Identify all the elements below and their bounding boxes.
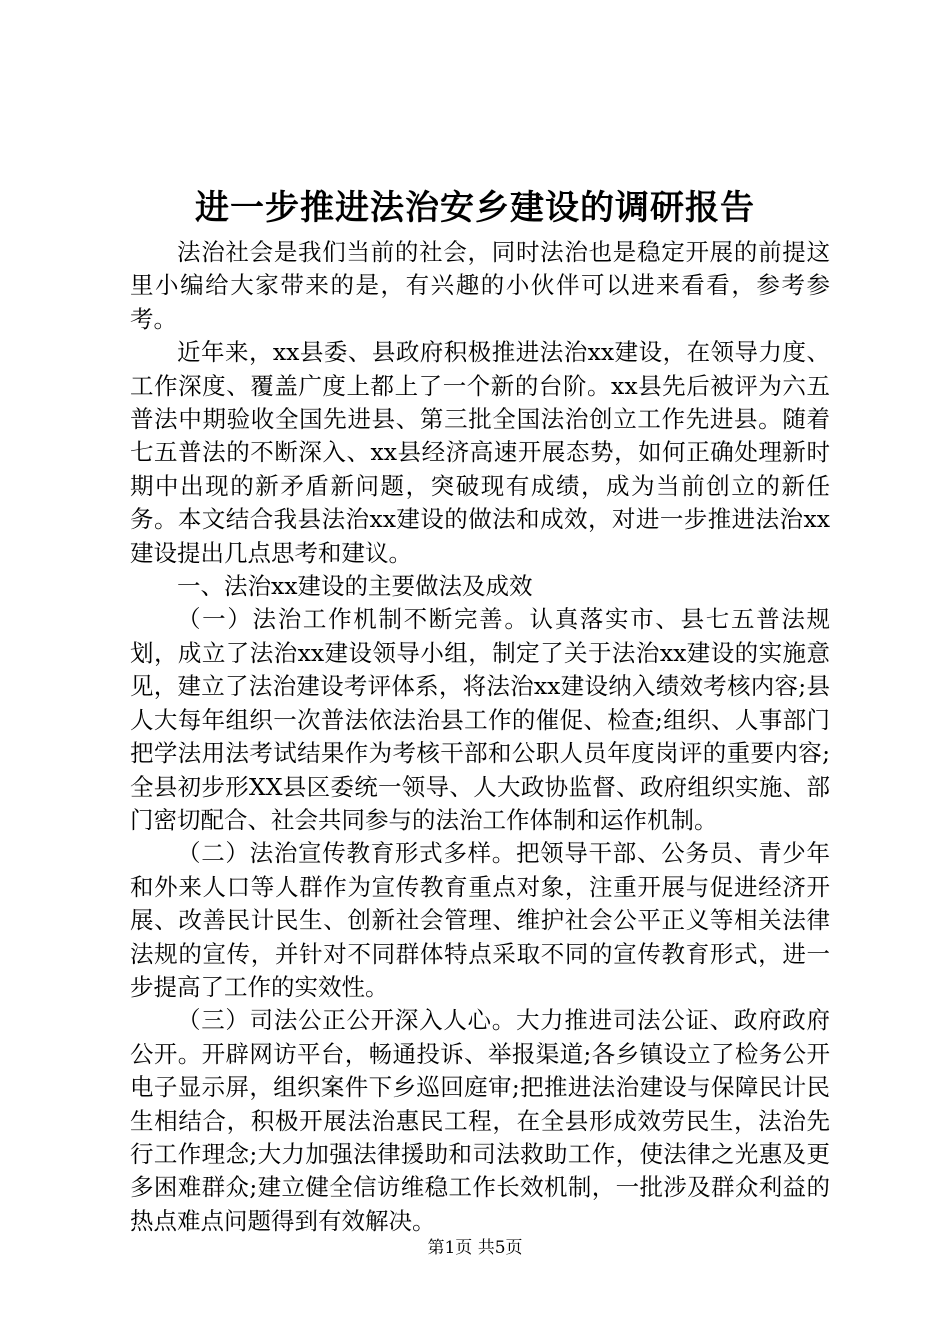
document-body [130, 236, 830, 1238]
paragraph-subsection-2: （二）法治宣传教育形式多样。把领导干部、公务员、青少年和外来人口等人群作为宣传教育重点对象，注重开展与促进经济开展、改善民计民生、创新社会管理、维护社会公平正义等相关法律法规的宣传，并针对不同群体特点采取不同的宣传教育形式，进一步提高了工作的实效性。 [130, 839, 830, 1001]
paragraph-subsection-3: （三）司法公正公开深入人心。大力推进司法公证、政府政府公开。开辟网访平台，畅通投诉、举报渠道;各乡镇设立了检务公开电子显示屏，组织案件下乡巡回庭审;把推进法治建设与保障民计民生相结合，积极开展法治惠民工程，在全县形成效劳民生，法治先行工作理念;大力加强法律援助和司法救助工作，使法律之光惠及更多困难群众;建立健全信访维稳工作长效机制，一批涉及群众利益的热点难点问题得到有效解决。 [130, 1006, 830, 1235]
page-title: 进一步推进法治安乡建设的调研报告 [195, 188, 755, 228]
page-number-footer: 第1页 共5页 [427, 1238, 523, 1258]
section-heading: 一、法治xx建设的主要做法及成效 [177, 572, 533, 601]
paragraph-intro: 法治社会是我们当前的社会，同时法治也是稳定开展的前提这里小编给大家带来的是，有兴趣的小伙伴可以进来看看，参考参考。 [130, 238, 830, 333]
paragraph-subsection-1: （一）法治工作机制不断完善。认真落实市、县七五普法规划，成立了法治xx建设领导小组，制定了关于法治xx建设的实施意见，建立了法治建设考评体系，将法治xx建设纳入绩效考核内容;县人大每年组织一次普法依法治县工作的催促、检查;组织、人事部门把学法用法考试结果作为考核干部和公职人员年度岗评的重要内容;全县初步形XX县区委统一领导、人大政协监督、政府组织实施、部门密切配合、社会共同参与的法治工作体制和运作机制。 [130, 605, 830, 834]
paragraph-background: 近年来，xx县委、县政府积极推进法治xx建设，在领导力度、工作深度、覆盖广度上都上了一个新的台阶。xx县先后被评为六五普法中期验收全国先进县、第三批全国法治创立工作先进县。随着七五普法的不断深入、xx县经济高速开展态势，如何正确处理新时期中出现的新矛盾新问题，突破现有成绩，成为当前创立的新任务。本文结合我县法治xx建设的做法和成效，对进一步推进法治xx建设提出几点思考和建议。 [130, 338, 830, 567]
